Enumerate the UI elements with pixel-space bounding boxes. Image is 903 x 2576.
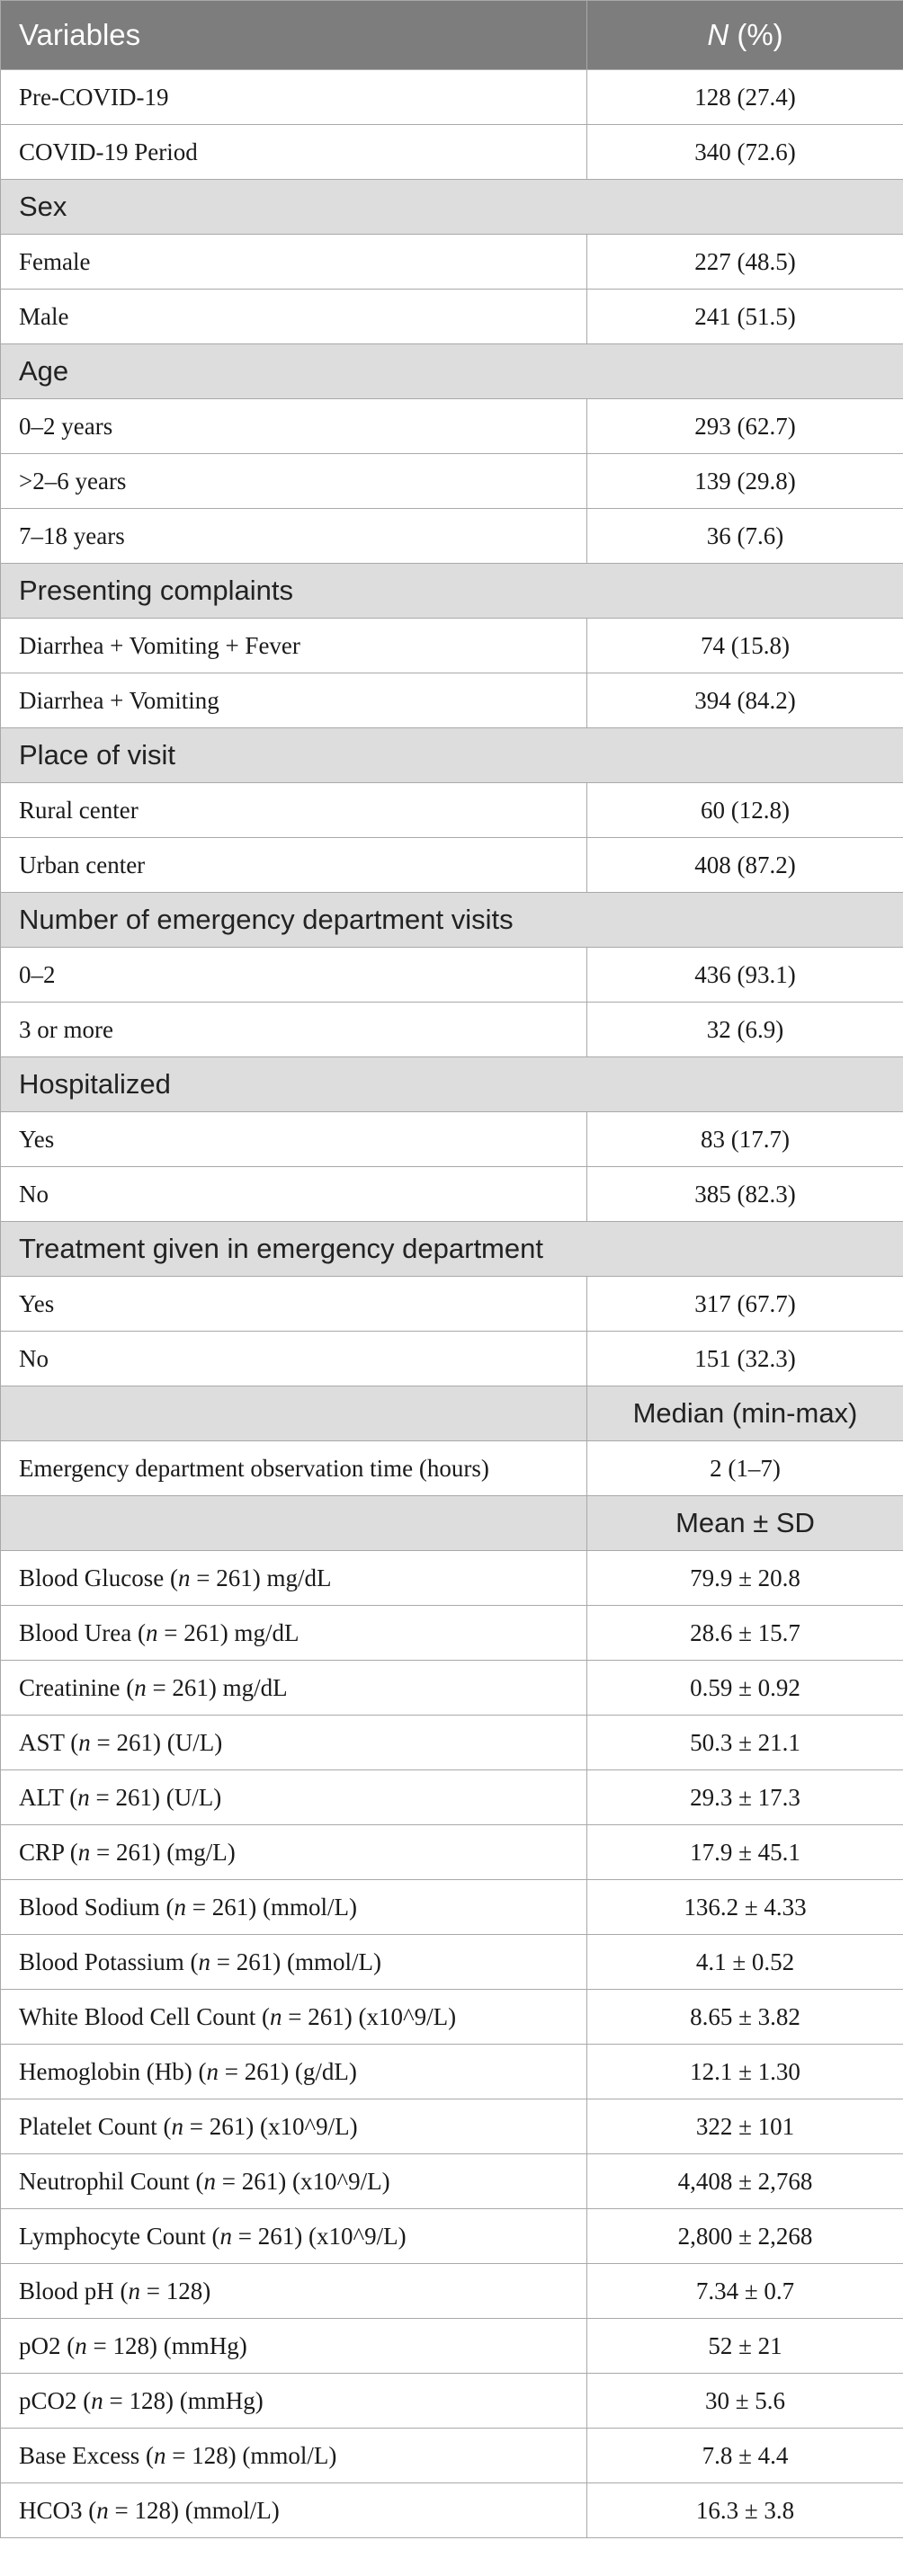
label-suffix: = 128) (mmol/L)	[108, 2496, 280, 2524]
table-row	[1, 2045, 903, 2099]
row-value: 52 ± 21	[587, 2319, 903, 2374]
table-row	[1, 2319, 903, 2374]
label-suffix: = 261) (x10^9/L)	[231, 2222, 407, 2250]
row-value: 0.59 ± 0.92	[587, 1661, 903, 1716]
n-symbol: n	[96, 2496, 109, 2524]
row-label	[1, 1606, 587, 1661]
row-value: 136.2 ± 4.33	[587, 1880, 903, 1935]
row-value: 28.6 ± 15.7	[587, 1606, 903, 1661]
row-value: 227 (48.5)	[587, 235, 903, 290]
n-symbol: n	[171, 2112, 183, 2140]
row-value: 2 (1–7)	[587, 1441, 903, 1496]
stat-subheader-row	[1, 1386, 903, 1441]
row-label	[1, 1990, 587, 2045]
row-value: 151 (32.3)	[587, 1332, 903, 1386]
row-value: 17.9 ± 45.1	[587, 1825, 903, 1880]
label-prefix: Lymphocyte Count (	[19, 2222, 220, 2250]
stat-subheader-label: Median (min-max)	[587, 1386, 903, 1441]
table-row	[1, 454, 903, 509]
row-value: 241 (51.5)	[587, 290, 903, 344]
row-label: No	[1, 1167, 587, 1222]
section-title: Treatment given in emergency department	[1, 1222, 903, 1277]
table-row	[1, 1167, 903, 1222]
row-value: 16.3 ± 3.8	[587, 2483, 903, 2538]
n-symbol: n	[174, 1893, 187, 1921]
row-value: 385 (82.3)	[587, 1167, 903, 1222]
row-value: 32 (6.9)	[587, 1003, 903, 1057]
label-suffix: = 261) (U/L)	[89, 1783, 222, 1811]
table-row	[1, 1551, 903, 1606]
n-symbol: n	[219, 2222, 232, 2250]
label-suffix: = 261) mg/dL	[157, 1618, 300, 1646]
table-row	[1, 2374, 903, 2429]
row-value: 128 (27.4)	[587, 70, 903, 125]
table-row	[1, 619, 903, 673]
stat-subheader-blank	[1, 1496, 587, 1551]
row-label	[1, 1551, 587, 1606]
percent-symbol: (%)	[729, 18, 783, 51]
row-value: 408 (87.2)	[587, 838, 903, 893]
row-label	[1, 2483, 587, 2538]
table-row	[1, 1606, 903, 1661]
label-suffix: = 261) (mmol/L)	[210, 1948, 381, 1975]
row-value: 60 (12.8)	[587, 783, 903, 838]
row-label: COVID-19 Period	[1, 125, 587, 180]
table-row	[1, 2264, 903, 2319]
label-suffix: = 261) (x10^9/L)	[215, 2167, 390, 2195]
row-value: 394 (84.2)	[587, 673, 903, 728]
row-value: 7.8 ± 4.4	[587, 2429, 903, 2483]
table-row	[1, 235, 903, 290]
row-label: Male	[1, 290, 587, 344]
section-title: Hospitalized	[1, 1057, 903, 1112]
table-row	[1, 783, 903, 838]
row-label	[1, 1716, 587, 1770]
row-label	[1, 2154, 587, 2209]
section-header-row	[1, 1222, 903, 1277]
row-label	[1, 2319, 587, 2374]
table-row	[1, 1332, 903, 1386]
row-label: 7–18 years	[1, 509, 587, 564]
table-row	[1, 2099, 903, 2154]
row-value: 139 (29.8)	[587, 454, 903, 509]
label-suffix: = 261) (x10^9/L)	[183, 2112, 358, 2140]
row-value: 83 (17.7)	[587, 1112, 903, 1167]
label-prefix: HCO3 (	[19, 2496, 97, 2524]
label-suffix: = 128) (mmol/L)	[165, 2441, 337, 2469]
n-symbol: n	[198, 1948, 211, 1975]
table-row	[1, 673, 903, 728]
n-symbol: n	[75, 2331, 87, 2359]
n-symbol: n	[269, 2002, 282, 2030]
row-label: Pre-COVID-19	[1, 70, 587, 125]
row-label: 0–2 years	[1, 399, 587, 454]
label-prefix: Blood Glucose (	[19, 1564, 178, 1591]
label-prefix: Platelet Count (	[19, 2112, 172, 2140]
section-header-row	[1, 564, 903, 619]
table-row	[1, 70, 903, 125]
row-label: Emergency department observation time (hours)	[1, 1441, 587, 1496]
table-row	[1, 1003, 903, 1057]
n-symbol: n	[145, 1618, 158, 1646]
label-prefix: ALT (	[19, 1783, 78, 1811]
section-header-row	[1, 344, 903, 399]
row-value: 293 (62.7)	[587, 399, 903, 454]
table-row	[1, 1277, 903, 1332]
n-symbol: n	[77, 1838, 91, 1866]
label-prefix: Hemoglobin (Hb) (	[19, 2057, 207, 2085]
section-title: Age	[1, 344, 903, 399]
label-prefix: Neutrophil Count (	[19, 2167, 204, 2195]
row-label	[1, 2209, 587, 2264]
table-row	[1, 125, 903, 180]
row-value: 322 ± 101	[587, 2099, 903, 2154]
row-label: Yes	[1, 1112, 587, 1167]
row-value: 340 (72.6)	[587, 125, 903, 180]
table-row	[1, 399, 903, 454]
n-symbol: N	[707, 18, 729, 51]
stat-subheader-blank	[1, 1386, 587, 1441]
table-row	[1, 2209, 903, 2264]
section-title: Place of visit	[1, 728, 903, 783]
label-prefix: pO2 (	[19, 2331, 76, 2359]
section-header-row	[1, 180, 903, 235]
table-row	[1, 290, 903, 344]
table-header-row	[1, 1, 903, 70]
row-value: 8.65 ± 3.82	[587, 1990, 903, 2045]
n-symbol: n	[206, 2057, 219, 2085]
n-symbol: n	[203, 2167, 216, 2195]
row-value: 74 (15.8)	[587, 619, 903, 673]
label-prefix: Base Excess (	[19, 2441, 154, 2469]
table-row	[1, 1825, 903, 1880]
row-value: 4,408 ± 2,768	[587, 2154, 903, 2209]
table-row	[1, 2483, 903, 2538]
table-row	[1, 1112, 903, 1167]
row-label: Female	[1, 235, 587, 290]
row-label: Diarrhea + Vomiting + Fever	[1, 619, 587, 673]
label-suffix: = 261) (mmol/L)	[186, 1893, 357, 1921]
row-value: 7.34 ± 0.7	[587, 2264, 903, 2319]
label-prefix: AST (	[19, 1728, 79, 1756]
row-value: 317 (67.7)	[587, 1277, 903, 1332]
table-row	[1, 1990, 903, 2045]
row-value: 2,800 ± 2,268	[587, 2209, 903, 2264]
table-row	[1, 1441, 903, 1496]
label-suffix: = 128) (mmHg)	[86, 2331, 247, 2359]
label-prefix: Blood Urea (	[19, 1618, 146, 1646]
row-label	[1, 1935, 587, 1990]
row-label: Urban center	[1, 838, 587, 893]
label-prefix: CRP (	[19, 1838, 78, 1866]
section-title: Sex	[1, 180, 903, 235]
section-header-row	[1, 1057, 903, 1112]
table-row	[1, 1880, 903, 1935]
row-label	[1, 1770, 587, 1825]
table-row	[1, 1716, 903, 1770]
label-suffix: = 261) mg/dL	[146, 1673, 288, 1701]
label-suffix: = 128)	[140, 2277, 211, 2304]
label-suffix: = 261) (g/dL)	[218, 2057, 357, 2085]
n-symbol: n	[128, 2277, 140, 2304]
stat-subheader-row	[1, 1496, 903, 1551]
stat-subheader-label: Mean ± SD	[587, 1496, 903, 1551]
table-row	[1, 2429, 903, 2483]
n-percent-header	[587, 1, 903, 70]
table-row	[1, 2154, 903, 2209]
n-symbol: n	[77, 1783, 90, 1811]
label-suffix: = 261) (U/L)	[90, 1728, 223, 1756]
row-label	[1, 2045, 587, 2099]
row-label: Diarrhea + Vomiting	[1, 673, 587, 728]
label-suffix: = 261) (mg/L)	[90, 1838, 236, 1866]
row-value: 12.1 ± 1.30	[587, 2045, 903, 2099]
label-suffix: = 261) (x10^9/L)	[282, 2002, 457, 2030]
variables-header: Variables	[1, 1, 587, 70]
n-symbol: n	[177, 1564, 191, 1591]
table-row	[1, 509, 903, 564]
table-row	[1, 1661, 903, 1716]
n-symbol: n	[91, 2386, 103, 2414]
label-prefix: pCO2 (	[19, 2386, 92, 2414]
n-symbol: n	[153, 2441, 166, 2469]
label-prefix: Blood pH (	[19, 2277, 129, 2304]
section-header-row	[1, 893, 903, 948]
label-suffix: = 261) mg/dL	[190, 1564, 332, 1591]
row-label	[1, 2374, 587, 2429]
row-label: 0–2	[1, 948, 587, 1003]
row-label	[1, 1661, 587, 1716]
row-value: 436 (93.1)	[587, 948, 903, 1003]
table-row	[1, 1935, 903, 1990]
table-row	[1, 1770, 903, 1825]
label-prefix: Creatinine (	[19, 1673, 135, 1701]
row-value: 50.3 ± 21.1	[587, 1716, 903, 1770]
row-label: >2–6 years	[1, 454, 587, 509]
row-label: Yes	[1, 1277, 587, 1332]
row-label	[1, 2264, 587, 2319]
table-row	[1, 838, 903, 893]
row-value: 30 ± 5.6	[587, 2374, 903, 2429]
label-prefix: White Blood Cell Count (	[19, 2002, 270, 2030]
n-symbol: n	[78, 1728, 91, 1756]
row-label	[1, 1825, 587, 1880]
row-label: No	[1, 1332, 587, 1386]
section-header-row	[1, 728, 903, 783]
row-label	[1, 1880, 587, 1935]
row-label: 3 or more	[1, 1003, 587, 1057]
row-value: 79.9 ± 20.8	[587, 1551, 903, 1606]
row-value: 29.3 ± 17.3	[587, 1770, 903, 1825]
row-label	[1, 2429, 587, 2483]
label-prefix: Blood Sodium (	[19, 1893, 174, 1921]
row-label: Rural center	[1, 783, 587, 838]
n-symbol: n	[134, 1673, 147, 1701]
section-title: Number of emergency department visits	[1, 893, 903, 948]
section-title: Presenting complaints	[1, 564, 903, 619]
label-prefix: Blood Potassium (	[19, 1948, 199, 1975]
label-suffix: = 128) (mmHg)	[103, 2386, 264, 2414]
row-value: 36 (7.6)	[587, 509, 903, 564]
row-label	[1, 2099, 587, 2154]
table-row	[1, 948, 903, 1003]
row-value: 4.1 ± 0.52	[587, 1935, 903, 1990]
